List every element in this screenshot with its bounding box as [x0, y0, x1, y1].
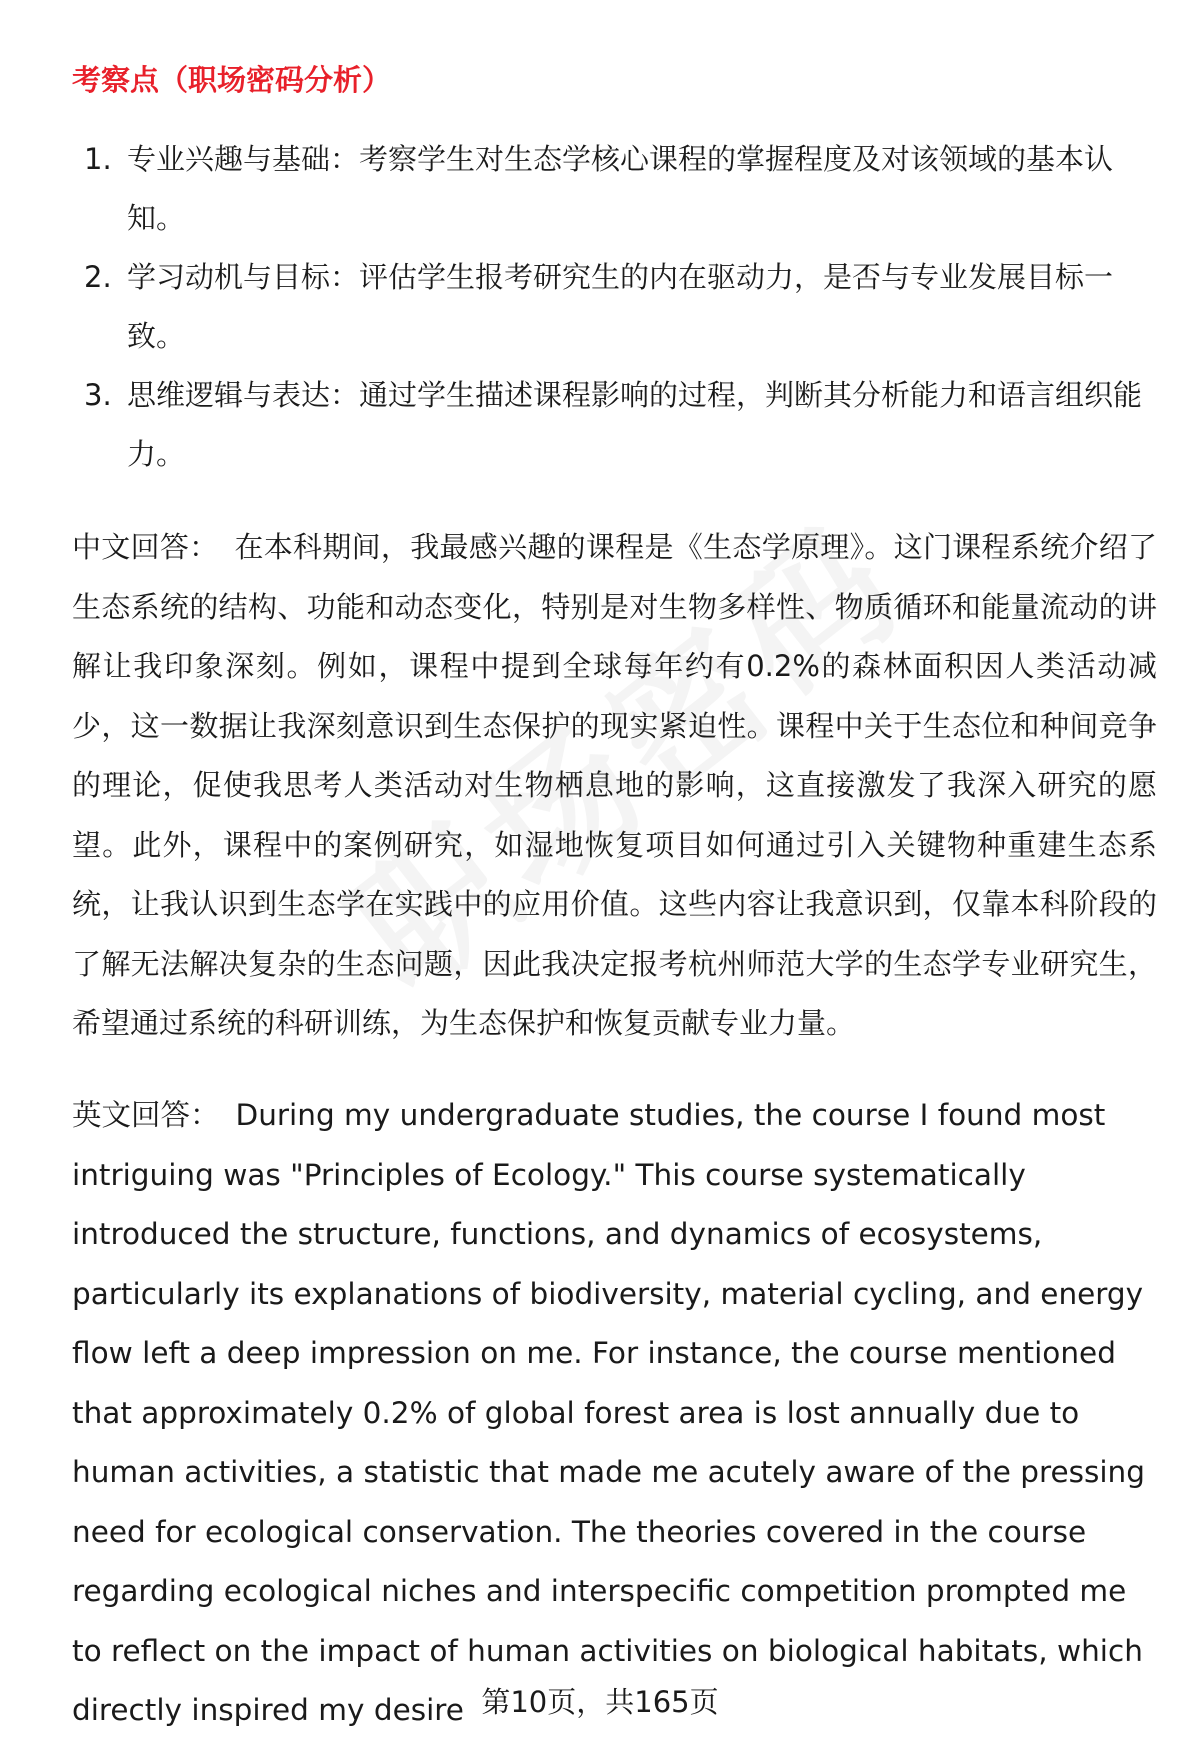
section-title: 考察点（职场密码分析） [72, 63, 392, 97]
list-item-text: 学习动机与目标：评估学生报考研究生的内在驱动力，是否与专业发展目标一致。 [127, 260, 1114, 353]
english-answer-paragraph [72, 1086, 1157, 1741]
chinese-answer-paragraph [72, 518, 1157, 1054]
list-item-text: 思维逻辑与表达：通过学生描述课程影响的过程，判断其分析能力和语言组织能力。 [127, 378, 1143, 471]
list-item [72, 248, 1152, 366]
chinese-answer-text: 在本科期间，我最感兴趣的课程是《生态学原理》。这门课程系统介绍了生态系统的结构、功能和动态变化，特别是对生物多样性、物质循环和能量流动的讲解让我印象深刻。例如，课程中提到全球每年约有0.2%的森林面积因人类活动减少，这一数据让我深刻意识到生态保护的现实紧迫性。课程中关于生态位和种间竞争的理论，促使我思考人类活动对生物栖息地的影响，这直接激发了我深入研究的愿望。此外，课程中的案例研究，如湿地恢复项目如何通过引入关键物种重建生态系统，让我认识到生态学在实践中的应用价值。这些内容让我意识到，仅靠本科阶段的了解无法解决复杂的生态问题，因此我决定报考杭州师范大学的生态学专业研究生，希望通过系统的科研训练，为生态保护和恢复贡献专业力量。 [72, 530, 1157, 1040]
list-item [72, 130, 1152, 248]
list-item [72, 366, 1152, 484]
list-number: 3. [84, 378, 112, 412]
list-item-text: 专业兴趣与基础：考察学生对生态学核心课程的掌握程度及对该领域的基本认知。 [127, 142, 1114, 235]
list-number: 1. [84, 142, 112, 176]
assessment-points-list [72, 130, 1152, 484]
english-answer-label: 英文回答： [72, 1098, 220, 1132]
list-number: 2. [84, 260, 112, 294]
english-answer-text: During my undergraduate studies, the course I found most intriguing was "Principles of Ecology." This course systematically introduced the structure, functions, and dynamics of ecosystems, particularly its explanations of biodiversity, material cycling, and energy flow left a deep impression on me. For instance, the course mentioned that approximately 0.2% of global forest area is lost annually due to human activities, a statistic that made me acutely aware of the pressing need for ecological conservation. The theories covered in the course regarding ecological niches and interspecific competition prompted me to reflect on the impact of human activities on biological habitats, which directly inspired my desire [72, 1098, 1145, 1727]
chinese-answer-label: 中文回答： [72, 530, 219, 564]
page-number: 第10页，共165页 [481, 1685, 719, 1719]
